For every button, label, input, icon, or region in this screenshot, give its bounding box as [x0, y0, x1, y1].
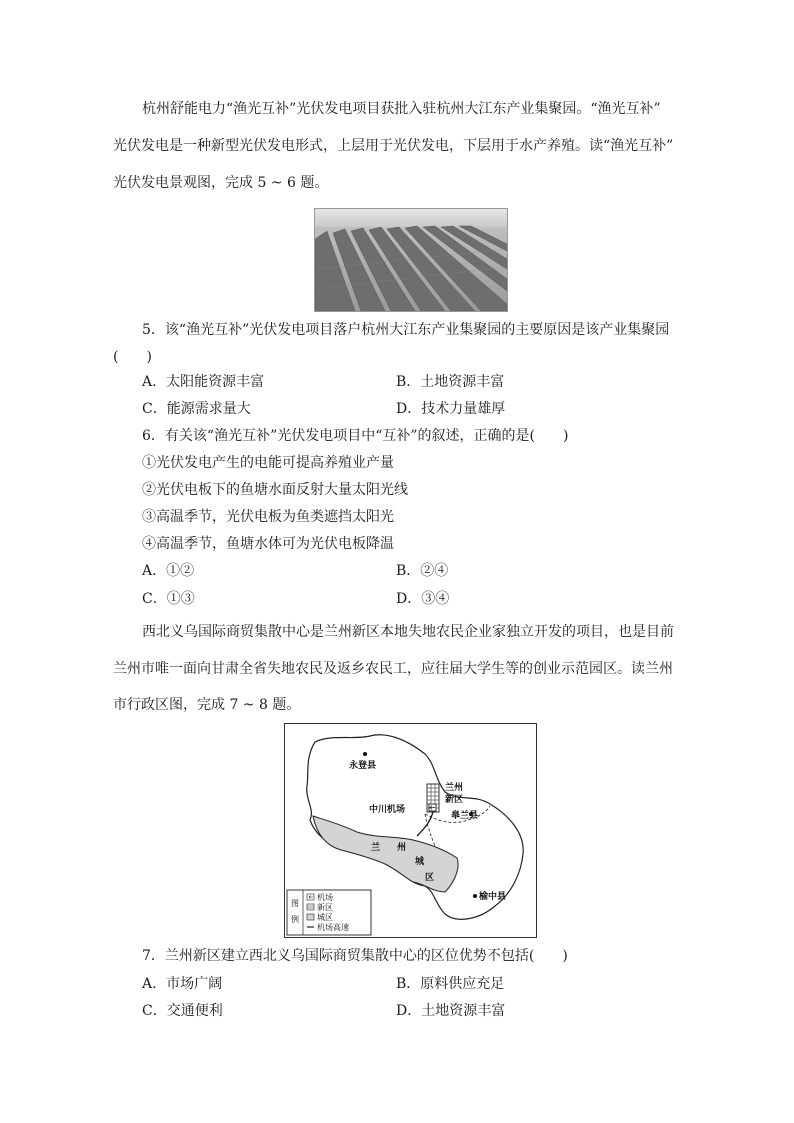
intro2-line2: 兰州市唯一面向甘肃全省失地农民及返乡农民工，应往届大学生等的创业示范园区。读兰州 [113, 661, 673, 677]
q6-option-a: A．①② [142, 563, 195, 579]
q7-option-c: C．交通便利 [142, 1003, 223, 1019]
label-newarea-2: 新区 [445, 795, 464, 805]
intro2-line1: 西北义乌国际商贸集散中心是兰州新区本地失地农民企业家独立开发的项目，也是目前 [142, 624, 674, 640]
q6-statement-3: ③高温季节，光伏电板为鱼类遮挡太阳光 [142, 509, 394, 525]
label-yuzhong: 榆中县 [479, 892, 507, 902]
svg-text:机场: 机场 [317, 893, 333, 902]
label-yongdeng: 永登县 [349, 761, 377, 771]
label-zhongchuan: 中川机场 [369, 805, 406, 815]
q6-statement-2: ②光伏电板下的鱼塘水面反射大量太阳光线 [142, 482, 408, 498]
q5-answer-blank: ( ) [113, 349, 152, 365]
q7-option-a: A．市场广阔 [142, 976, 223, 992]
label-city-2: 州 [397, 843, 407, 853]
q6-statement-1: ①光伏发电产生的电能可提高养殖业产量 [142, 455, 394, 471]
q6-stem: 6．有关该“渔光互补”光伏发电项目中“互补”的叙述，正确的是( ) [142, 428, 569, 444]
intro1-line1: 杭州舒能电力“渔光互补”光伏发电项目获批入驻杭州大江东产业集聚园。“渔光互补” [142, 101, 661, 117]
label-city-1: 兰 [371, 843, 381, 853]
q5-option-d: D．技术力量雄厚 [396, 401, 506, 417]
q5-option-b: B．土地资源丰富 [396, 374, 505, 390]
q5-option-a: A．太阳能资源丰富 [142, 374, 265, 390]
q6-statement-4: ④高温季节，鱼塘水体可为光伏电板降温 [142, 536, 394, 552]
q6-option-d: D．③④ [396, 591, 450, 607]
svg-text:机场高速: 机场高速 [317, 923, 349, 932]
intro2-line3: 市行政区图，完成 7 ~ 8 题。 [113, 697, 301, 713]
svg-text:例: 例 [291, 915, 299, 924]
q6-option-b: B．②④ [396, 563, 449, 579]
q7-stem: 7．兰州新区建立西北义乌国际商贸集散中心的区位优势不包括( ) [142, 948, 568, 964]
q5-option-c: C．能源需求量大 [142, 401, 251, 417]
solar-farm-photo [314, 208, 508, 312]
q7-option-d: D．土地资源丰富 [396, 1003, 506, 1019]
label-city-4: 区 [425, 873, 435, 883]
map-legend [287, 890, 371, 935]
q7-option-b: B．原料供应充足 [396, 976, 505, 992]
q6-option-c: C．①③ [142, 591, 195, 607]
label-city-3: 城 [415, 857, 425, 867]
intro1-line2: 光伏发电是一种新型光伏发电形式，上层用于光伏发电，下层用于水产养殖。读“渔光互补” [113, 138, 674, 154]
label-gaolan: 皋兰县 [451, 811, 479, 821]
label-newarea-1: 兰州 [445, 783, 464, 793]
svg-text:新区: 新区 [317, 903, 333, 912]
intro1-line3: 光伏发电景观图，完成 5 ~ 6 题。 [113, 175, 329, 191]
lanzhou-admin-map [284, 723, 537, 938]
q5-stem: 5．该“渔光互补”光伏发电项目落户杭州大江东产业集聚园的主要原因是该产业集聚园 [142, 322, 670, 338]
svg-text:城区: 城区 [317, 913, 333, 922]
svg-text:图: 图 [291, 899, 299, 908]
